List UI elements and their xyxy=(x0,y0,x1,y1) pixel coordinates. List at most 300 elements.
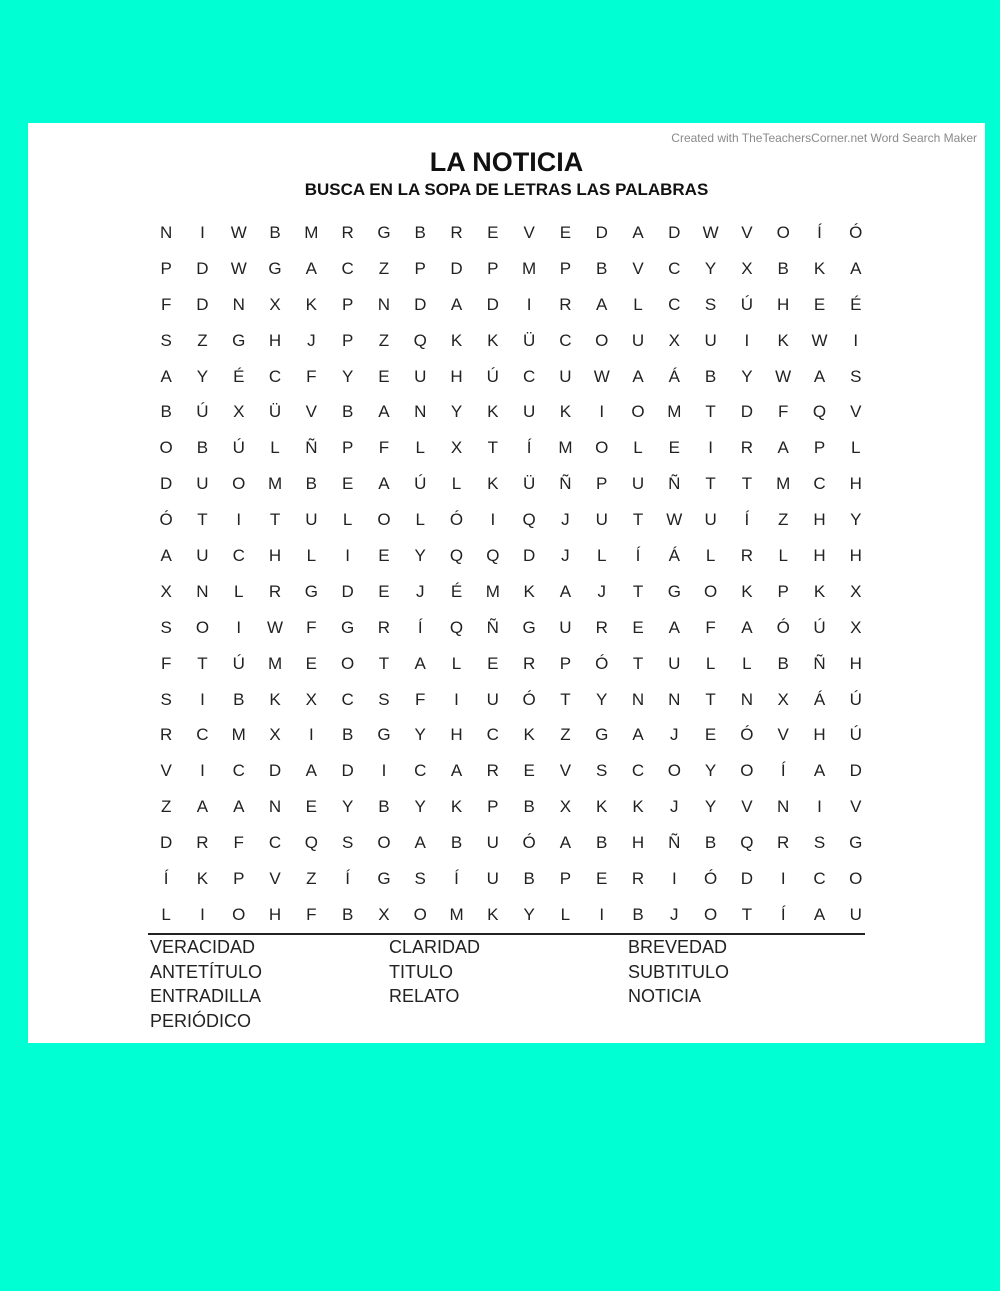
grid-letter: N xyxy=(414,402,427,422)
grid-letter: I xyxy=(599,402,605,422)
grid-letter: F xyxy=(778,402,789,422)
grid-letter: E xyxy=(523,761,535,781)
grid-letter: Y xyxy=(704,258,717,278)
grid-letter: L xyxy=(705,545,716,565)
grid-letter: O xyxy=(413,904,427,924)
grid-letter: K xyxy=(813,258,826,278)
grid-letter: O xyxy=(595,438,609,458)
grid-letter: F xyxy=(415,689,426,709)
grid-letter: H xyxy=(813,545,826,565)
grid-letter: B xyxy=(450,833,463,853)
grid-letter: U xyxy=(414,366,427,386)
grid-letter: R xyxy=(631,868,645,888)
grid-letter: A xyxy=(414,653,426,673)
grid-letter: W xyxy=(230,222,247,242)
grid-letter: A xyxy=(450,761,463,781)
grid-letter: Q xyxy=(449,545,464,565)
grid-letter: I xyxy=(200,689,205,709)
grid-letter: É xyxy=(233,366,245,386)
grid-letter: L xyxy=(161,904,171,924)
grid-letter: N xyxy=(196,581,209,601)
grid-letter: H xyxy=(777,294,790,314)
grid-letter: O xyxy=(703,581,718,601)
grid-letter: M xyxy=(522,258,537,278)
grid-letter: P xyxy=(596,474,608,494)
grid-letter: K xyxy=(450,330,463,350)
grid-letter: S xyxy=(341,833,354,853)
grid-letter: Ú xyxy=(849,725,862,745)
grid-letter: Ó xyxy=(776,617,790,637)
grid-letter: D xyxy=(522,545,536,565)
grid-letter: Ñ xyxy=(668,833,681,853)
grid-letter: C xyxy=(522,366,536,386)
grid-letter: Q xyxy=(449,617,464,637)
grid-letter: K xyxy=(487,904,499,924)
grid-letter: O xyxy=(849,868,863,888)
grid-letter: U xyxy=(486,833,499,853)
grid-letter: E xyxy=(341,474,354,494)
grid-letter: R xyxy=(450,222,463,242)
grid-letter: G xyxy=(232,330,246,350)
grid-letter: N xyxy=(668,689,681,709)
grid-letter: T xyxy=(269,510,281,530)
grid-letter: A xyxy=(160,366,172,386)
grid-letter: R xyxy=(740,545,754,565)
grid-letter: P xyxy=(559,868,572,888)
grid-letter: Ú xyxy=(414,474,427,494)
grid-letter: L xyxy=(778,545,788,565)
grid-letter: V xyxy=(559,761,572,781)
grid-letter: L xyxy=(451,653,462,673)
grid-letter: T xyxy=(197,510,208,530)
grid-letter: R xyxy=(740,438,754,458)
grid-letter: N xyxy=(740,689,754,709)
grid-letter: V xyxy=(269,868,281,888)
grid-letter: K xyxy=(523,725,535,745)
grid-letter: K xyxy=(559,402,572,422)
grid-letter: Ü xyxy=(268,402,282,422)
grid-letter: I xyxy=(200,761,205,781)
grid-letter: A xyxy=(813,366,826,386)
worksheet xyxy=(28,123,985,1043)
grid-letter: H xyxy=(268,330,282,350)
grid-letter: V xyxy=(741,222,753,242)
grid-letter: É xyxy=(450,581,463,601)
grid-letter: A xyxy=(668,617,680,637)
grid-letter: U xyxy=(704,330,717,350)
grid-letter: H xyxy=(849,545,862,565)
grid-letter: K xyxy=(777,330,789,350)
grid-letter: I xyxy=(490,510,496,530)
grid-letter: A xyxy=(559,581,572,601)
grid-letter: R xyxy=(486,761,499,781)
grid-letter: H xyxy=(268,904,282,924)
grid-letter: Ó xyxy=(522,689,536,709)
grid-letter: I xyxy=(381,761,387,781)
grid-letter: C xyxy=(341,689,354,709)
grid-letter: T xyxy=(741,904,753,924)
grid-letter: P xyxy=(559,258,572,278)
grid-letter: Z xyxy=(160,797,172,817)
grid-letter: C xyxy=(668,294,681,314)
grid-letter: K xyxy=(450,797,463,817)
grid-letter: R xyxy=(777,833,790,853)
grid-letter: E xyxy=(704,725,717,745)
grid-letter: E xyxy=(487,222,499,242)
grid-letter: D xyxy=(414,294,427,314)
grid-letter: E xyxy=(305,797,317,817)
grid-letter: Ñ xyxy=(305,438,318,458)
grid-letter: Ó xyxy=(703,868,718,888)
grid-letter: N xyxy=(160,222,173,242)
grid-letter: R xyxy=(341,222,354,242)
grid-letter: Á xyxy=(668,366,680,386)
grid-letter: U xyxy=(486,868,499,888)
word-list-item: TITULO xyxy=(389,961,454,982)
grid-letter: Ú xyxy=(813,617,826,637)
grid-letter: Y xyxy=(704,761,717,781)
grid-letter: B xyxy=(341,904,354,924)
grid-letter: O xyxy=(740,761,754,781)
grid-letter: E xyxy=(378,366,390,386)
grid-letter: Z xyxy=(378,330,390,350)
grid-letter: E xyxy=(487,653,499,673)
grid-letter: I xyxy=(708,438,713,458)
grid-letter: I xyxy=(853,330,859,350)
grid-letter: M xyxy=(449,904,464,924)
grid-letter: D xyxy=(740,402,754,422)
grid-letter: A xyxy=(596,294,608,314)
grid-letter: Y xyxy=(414,797,426,817)
grid-letter: O xyxy=(377,510,391,530)
grid-letter: U xyxy=(595,510,608,530)
grid-letter: P xyxy=(813,438,826,458)
grid-letter: W xyxy=(775,366,792,386)
grid-letter: B xyxy=(233,689,245,709)
grid-letter: D xyxy=(341,581,354,601)
grid-letter: V xyxy=(523,222,535,242)
credit-line: Created with TheTeachersCorner.net Word Search Maker xyxy=(671,131,977,145)
grid-letter: A xyxy=(160,545,172,565)
grid-letter: K xyxy=(269,689,281,709)
grid-letter: K xyxy=(487,402,499,422)
grid-letter: B xyxy=(414,222,426,242)
grid-letter: J xyxy=(415,581,425,601)
grid-letter: T xyxy=(705,474,716,494)
grid-letter: F xyxy=(306,617,317,637)
grid-letter: T xyxy=(378,653,390,673)
grid-letter: Í xyxy=(345,868,350,888)
grid-letter: Ú xyxy=(196,402,209,422)
grid-letter: H xyxy=(268,545,282,565)
grid-letter: B xyxy=(160,402,172,422)
grid-letter: E xyxy=(305,653,317,673)
grid-letter: C xyxy=(268,833,282,853)
grid-letter: P xyxy=(341,438,354,458)
grid-letter: K xyxy=(813,581,826,601)
grid-letter: L xyxy=(451,474,462,494)
grid-letter: V xyxy=(850,797,862,817)
grid-letter: F xyxy=(160,294,172,314)
word-list-item: BREVEDAD xyxy=(628,937,728,957)
grid-letter: X xyxy=(233,402,245,422)
grid-letter: S xyxy=(160,330,172,350)
grid-letter: S xyxy=(704,294,717,314)
grid-letter: M xyxy=(267,653,283,673)
grid-letter: G xyxy=(377,868,391,888)
grid-letter: O xyxy=(377,833,391,853)
grid-letter: X xyxy=(741,258,753,278)
grid-letter: A xyxy=(378,474,390,494)
grid-letter: Í xyxy=(780,904,786,924)
grid-letter: Y xyxy=(414,725,426,745)
grid-letter: N xyxy=(232,294,245,314)
grid-letter: T xyxy=(632,510,644,530)
grid-letter: D xyxy=(595,222,608,242)
grid-letter: V xyxy=(305,402,317,422)
page-title: LA NOTICIA xyxy=(429,147,584,177)
grid-letter: C xyxy=(196,725,209,745)
grid-letter: L xyxy=(560,904,571,924)
grid-letter: Z xyxy=(560,725,571,745)
grid-letter: S xyxy=(414,868,426,888)
grid-letter: C xyxy=(813,868,826,888)
grid-letter: U xyxy=(559,617,572,637)
grid-letter: B xyxy=(596,258,608,278)
grid-letter: X xyxy=(450,438,463,458)
grid-letter: T xyxy=(741,474,753,494)
grid-letter: I xyxy=(200,222,205,242)
grid-letter: U xyxy=(559,366,572,386)
grid-letter: A xyxy=(305,761,317,781)
grid-letter: P xyxy=(487,258,499,278)
grid-letter: M xyxy=(776,474,791,494)
grid-letter: T xyxy=(705,402,716,422)
grid-letter: Ú xyxy=(849,689,862,709)
grid-letter: Ü xyxy=(522,330,536,350)
grid-letter: M xyxy=(558,438,573,458)
grid-letter: Í xyxy=(454,868,459,888)
grid-letter: E xyxy=(632,617,644,637)
grid-letter: N xyxy=(631,689,645,709)
page-subtitle: BUSCA EN LA SOPA DE LETRAS LAS PALABRAS xyxy=(304,180,709,199)
grid-letter: D xyxy=(160,833,173,853)
grid-letter: C xyxy=(268,366,282,386)
word-list-item: SUBTITULO xyxy=(628,961,730,982)
grid-letter: Á xyxy=(813,689,826,709)
grid-letter: R xyxy=(160,725,173,745)
grid-letter: L xyxy=(596,545,607,565)
grid-letter: Ñ xyxy=(668,474,681,494)
grid-letter: W xyxy=(811,330,828,350)
grid-letter: G xyxy=(268,258,282,278)
grid-letter: O xyxy=(341,653,355,673)
grid-letter: W xyxy=(267,617,284,637)
grid-letter: B xyxy=(523,797,535,817)
grid-letter: I xyxy=(744,330,750,350)
word-list xyxy=(150,935,867,1033)
grid-letter: Y xyxy=(341,366,354,386)
grid-letter: Ó xyxy=(449,510,464,530)
grid-letter: Ú xyxy=(740,294,754,314)
grid-letter: Q xyxy=(413,330,427,350)
grid-letter: Y xyxy=(596,689,608,709)
grid-letter: D xyxy=(160,474,173,494)
grid-letter: B xyxy=(704,366,717,386)
grid-letter: C xyxy=(414,761,427,781)
grid-letter: Í xyxy=(744,510,750,530)
grid-letter: T xyxy=(560,689,571,709)
grid-letter: Y xyxy=(523,904,535,924)
grid-letter: C xyxy=(486,725,499,745)
grid-letter: F xyxy=(233,833,244,853)
grid-letter: T xyxy=(487,438,499,458)
grid-letter: I xyxy=(345,545,350,565)
word-list-item: ANTETÍTULO xyxy=(150,961,263,982)
grid-letter: O xyxy=(232,904,246,924)
grid-letter: C xyxy=(341,258,354,278)
grid-letter: U xyxy=(704,510,717,530)
grid-letter: G xyxy=(849,833,863,853)
grid-letter: E xyxy=(378,581,390,601)
grid-letter: E xyxy=(813,294,826,314)
grid-letter: O xyxy=(667,761,681,781)
grid-letter: Z xyxy=(778,510,789,530)
grid-letter: Ó xyxy=(849,222,863,242)
grid-letter: M xyxy=(267,474,283,494)
grid-letter: L xyxy=(415,438,425,458)
grid-letter: A xyxy=(233,797,245,817)
grid-letter: Q xyxy=(522,510,536,530)
grid-letter: U xyxy=(196,545,209,565)
grid-letter: M xyxy=(485,581,500,601)
grid-letter: A xyxy=(632,725,644,745)
grid-letter: X xyxy=(269,294,281,314)
grid-letter: W xyxy=(702,222,719,242)
grid-letter: B xyxy=(523,868,535,888)
grid-letter: I xyxy=(817,797,822,817)
grid-letter: X xyxy=(668,330,680,350)
grid-letter: Á xyxy=(668,545,680,565)
grid-letter: A xyxy=(559,833,572,853)
grid-letter: Ñ xyxy=(486,617,499,637)
grid-letter: X xyxy=(305,689,317,709)
grid-letter: U xyxy=(522,402,536,422)
grid-letter: Y xyxy=(704,797,717,817)
grid-letter: A xyxy=(305,258,317,278)
grid-letter: F xyxy=(160,653,172,673)
word-list-item: VERACIDAD xyxy=(150,937,256,957)
grid-letter: W xyxy=(666,510,683,530)
grid-letter: Q xyxy=(740,833,754,853)
grid-letter: A xyxy=(196,797,209,817)
grid-letter: C xyxy=(232,545,245,565)
grid-letter: Y xyxy=(450,402,463,422)
grid-letter: G xyxy=(304,581,318,601)
grid-letter: X xyxy=(269,725,281,745)
grid-letter: G xyxy=(341,617,355,637)
grid-letter: Ú xyxy=(486,366,499,386)
word-list-item: ENTRADILLA xyxy=(150,986,262,1007)
grid-letter: X xyxy=(850,617,862,637)
grid-letter: Ó xyxy=(740,725,754,745)
letter-grid xyxy=(148,215,874,933)
grid-letter: D xyxy=(341,761,354,781)
grid-letter: K xyxy=(196,868,209,888)
grid-letter: O xyxy=(195,617,210,637)
grid-letter: H xyxy=(631,833,645,853)
grid-letter: D xyxy=(196,258,209,278)
grid-letter: I xyxy=(236,510,242,530)
grid-letter: Ñ xyxy=(559,474,572,494)
grid-letter: I xyxy=(454,689,459,709)
grid-letter: B xyxy=(341,725,354,745)
grid-letter: R xyxy=(196,833,209,853)
grid-letter: D xyxy=(486,294,499,314)
grid-letter: L xyxy=(342,510,353,530)
grid-letter: B xyxy=(341,402,354,422)
grid-letter: R xyxy=(377,617,391,637)
grid-letter: P xyxy=(559,653,572,673)
grid-letter: F xyxy=(306,904,317,924)
grid-letter: Z xyxy=(378,258,390,278)
grid-letter: Z xyxy=(306,868,317,888)
grid-letter: Ú xyxy=(232,438,245,458)
grid-letter: V xyxy=(850,402,862,422)
grid-letter: Í xyxy=(780,761,786,781)
grid-letter: P xyxy=(414,258,426,278)
grid-letter: O xyxy=(631,402,645,422)
grid-letter: I xyxy=(308,725,314,745)
grid-letter: Í xyxy=(163,868,169,888)
grid-letter: A xyxy=(850,258,862,278)
grid-letter: I xyxy=(671,868,677,888)
grid-letter: Q xyxy=(486,545,500,565)
grid-letter: U xyxy=(668,653,681,673)
grid-letter: I xyxy=(236,617,242,637)
grid-letter: J xyxy=(561,510,570,530)
word-list-item: RELATO xyxy=(389,986,460,1007)
grid-letter: C xyxy=(232,761,245,781)
grid-letter: Í xyxy=(417,617,423,637)
grid-letter: N xyxy=(777,797,790,817)
grid-letter: W xyxy=(593,366,610,386)
grid-letter: C xyxy=(631,761,645,781)
grid-letter: C xyxy=(559,330,572,350)
grid-letter: Q xyxy=(812,402,827,422)
grid-letter: J xyxy=(670,725,679,745)
grid-letter: O xyxy=(232,474,246,494)
grid-letter: X xyxy=(850,581,862,601)
grid-letter: D xyxy=(450,258,463,278)
grid-letter: K xyxy=(741,581,753,601)
grid-letter: U xyxy=(486,689,499,709)
grid-letter: X xyxy=(777,689,789,709)
grid-letter: U xyxy=(305,510,318,530)
grid-letter: F xyxy=(306,366,317,386)
grid-letter: Z xyxy=(197,330,208,350)
grid-letter: L xyxy=(633,438,643,458)
grid-letter: D xyxy=(268,761,282,781)
grid-letter: T xyxy=(197,653,208,673)
grid-letter: K xyxy=(596,797,608,817)
grid-letter: V xyxy=(777,725,789,745)
grid-letter: A xyxy=(813,761,826,781)
grid-letter: I xyxy=(780,868,786,888)
grid-letter: P xyxy=(233,868,245,888)
grid-letter: J xyxy=(561,545,570,565)
grid-letter: A xyxy=(813,904,826,924)
